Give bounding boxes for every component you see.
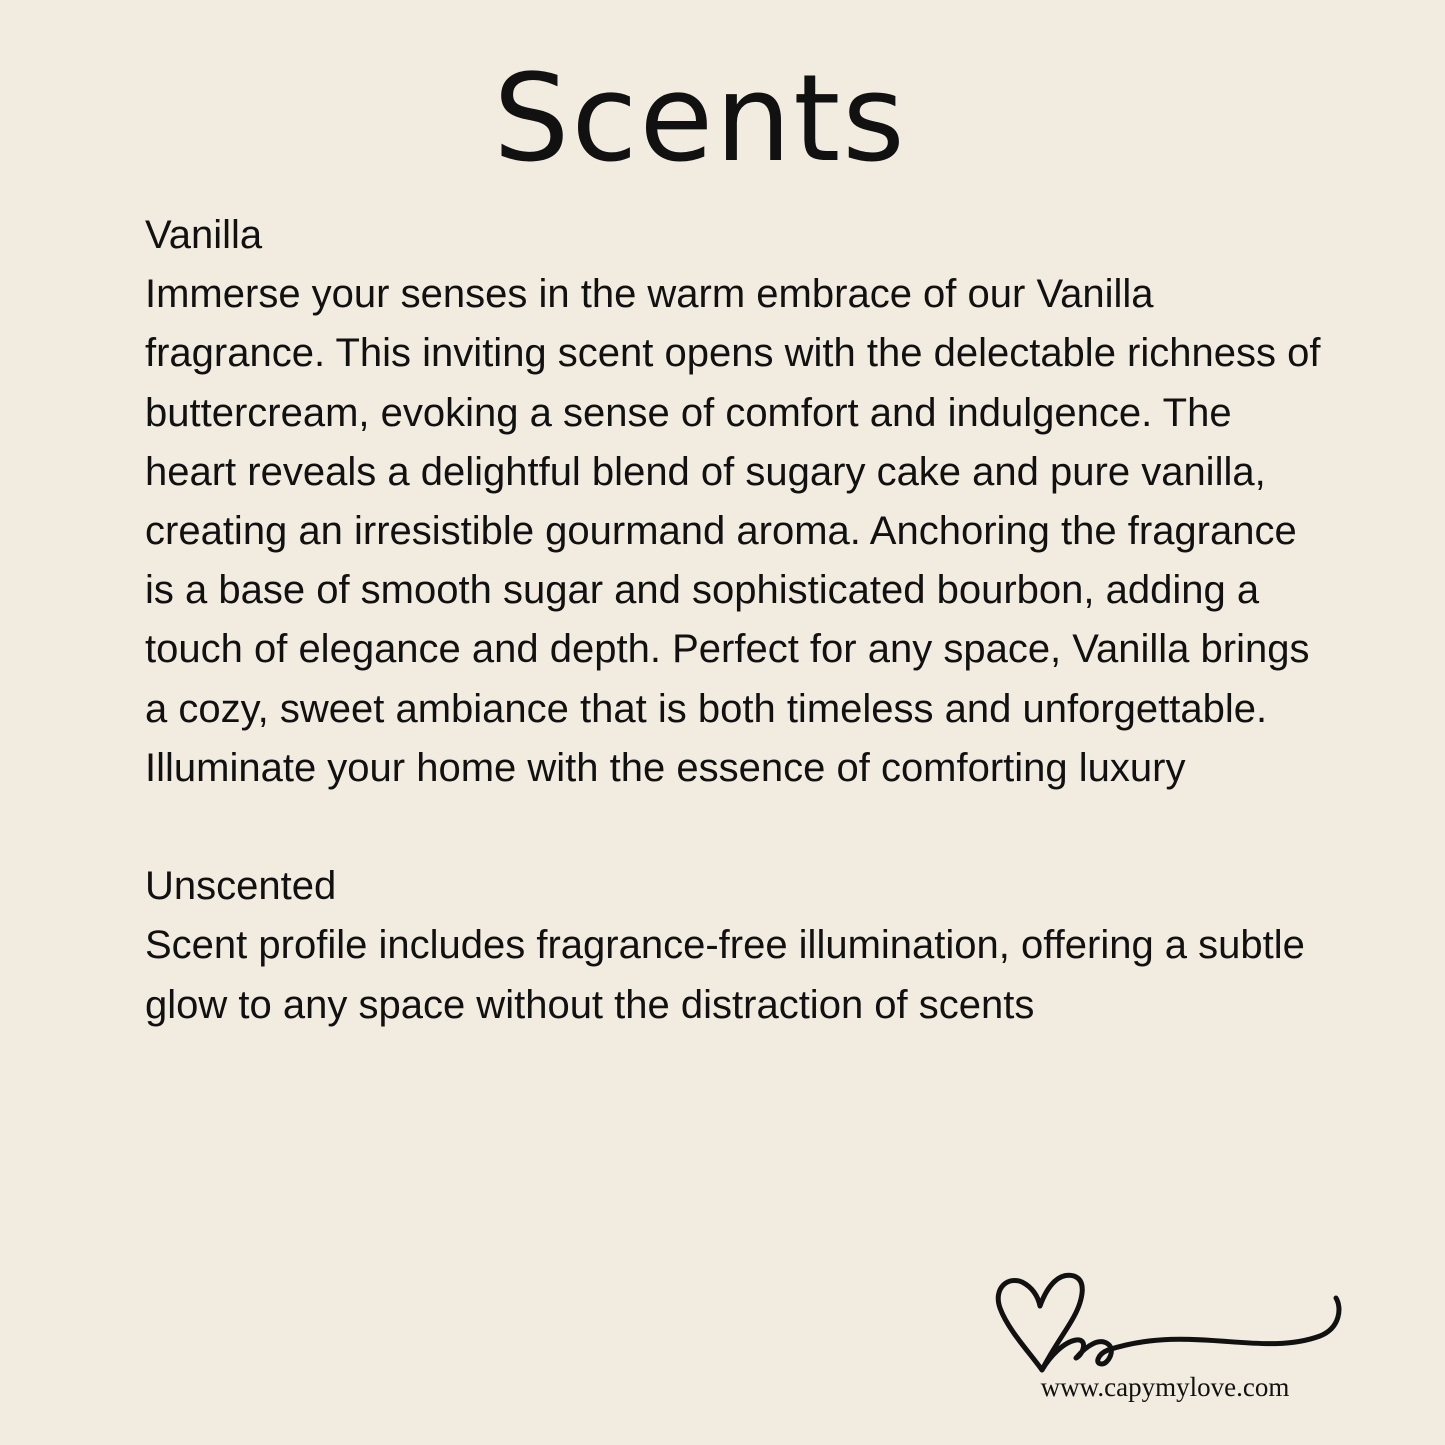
scent-list (145, 206, 1325, 1035)
scent-description: Scent profile includes fragrance-free illumination, offering a subtle glow to any space without the distraction of scents (145, 923, 1305, 1027)
scent-name: Vanilla (145, 213, 263, 257)
scent-description: Immerse your senses in the warm embrace of our Vanilla fragrance. This inviting scent opens with the delectable richness of buttercream, evoking a sense of comfort and indulgence. The heart reveals a delightful blend of sugary cake and pure vanilla, creating an irresistible gourmand aroma. Anchoring the fragrance is a base of smooth sugar and sophisticated bourbon, adding a touch of elegance and depth. Perfect for any space, Vanilla brings a cozy, sweet ambiance that is both timeless and unforgettable. Illuminate your home with the essence of comforting luxury (145, 272, 1321, 790)
heart-signature-icon (990, 1268, 1350, 1383)
scent-name: Unscented (145, 864, 337, 909)
page-title: Scents (493, 50, 907, 189)
scent-item-vanilla (145, 206, 1325, 798)
website-url: www.capymylove.com (1040, 1372, 1290, 1402)
scent-item-unscented (145, 857, 1325, 1035)
